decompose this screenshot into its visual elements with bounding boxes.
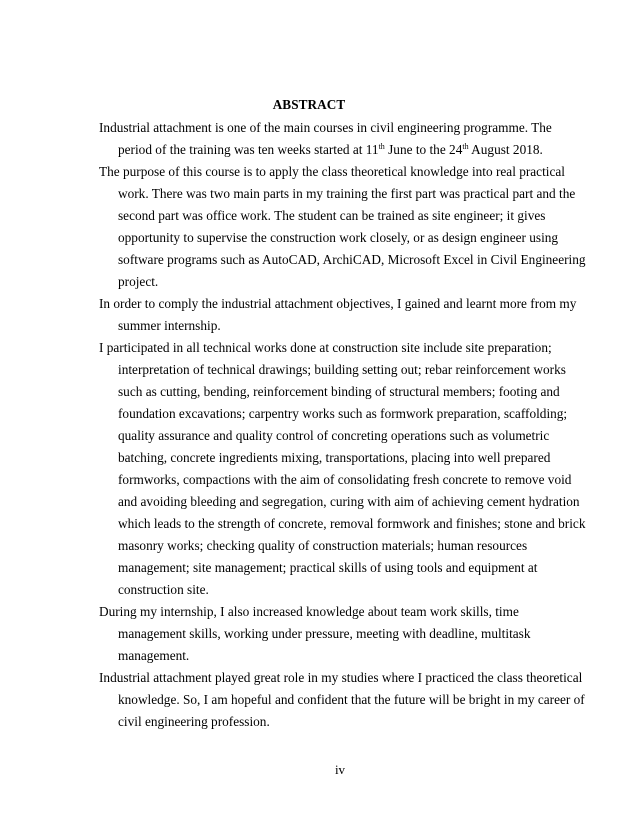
paragraph-purpose: The purpose of this course is to apply the class theoretical knowledge into real practical work. There was two main parts in my training the first part was practical part and the second part was office work. The student can be trained as site engineer; it gives opportunity to supervise the construction work closely, or as design engineer using software programs such as AutoCAD, ArchiCAD, Microsoft Excel in Civil Engineering project.: [99, 164, 586, 289]
ordinal-suffix: th: [462, 142, 469, 151]
page-title: ABSTRACT: [272, 97, 346, 112]
paragraph-text: August 2018.: [468, 142, 543, 157]
paragraph-skills: During my internship, I also increased knowledge about team work skills, time management skills, working under pressure, meeting with deadline, multitask management.: [99, 604, 531, 663]
paragraph-text: June to the 24: [384, 142, 463, 157]
paragraph-objectives: In order to comply the industrial attachment objectives, I gained and learnt more from my summer internship.: [99, 296, 577, 333]
page-number: iv: [334, 762, 346, 777]
paragraph-technical-works: I participated in all technical works done at construction site include site preparation; interpretation of technical drawings; building setting out; rebar reinforcement works such as cutting, bending, reinforcement binding of structural members; footing and foundation excavations; carpentry works such as formwork preparation, scaffolding; quality assurance and quality control of concreting operations such as volumetric batching, concrete ingredients mixing, transportations, placing into well prepared formworks, compactions with the aim of consolidating fresh concrete to remove void and avoiding bleeding and segregation, curing with aim of achieving cement hydration which leads to the strength of concrete, removal formwork and finishes; stone and brick masonry works; checking quality of construction materials; human resources management; site management; practical skills of using tools and equipment at construction site.: [99, 340, 586, 597]
abstract-body: [99, 117, 589, 733]
paragraph-conclusion: Industrial attachment played great role in my studies where I practiced the class theoretical knowledge. So, I am hopeful and confident that the future will be bright in my career of civil engineering profession.: [99, 670, 585, 729]
ordinal-suffix: th: [378, 142, 385, 151]
paragraph-text: Industrial attachment is one of the main courses in civil engineering programme. The period of the training was ten weeks started at 11: [99, 120, 552, 157]
paragraph-period: [99, 117, 589, 161]
